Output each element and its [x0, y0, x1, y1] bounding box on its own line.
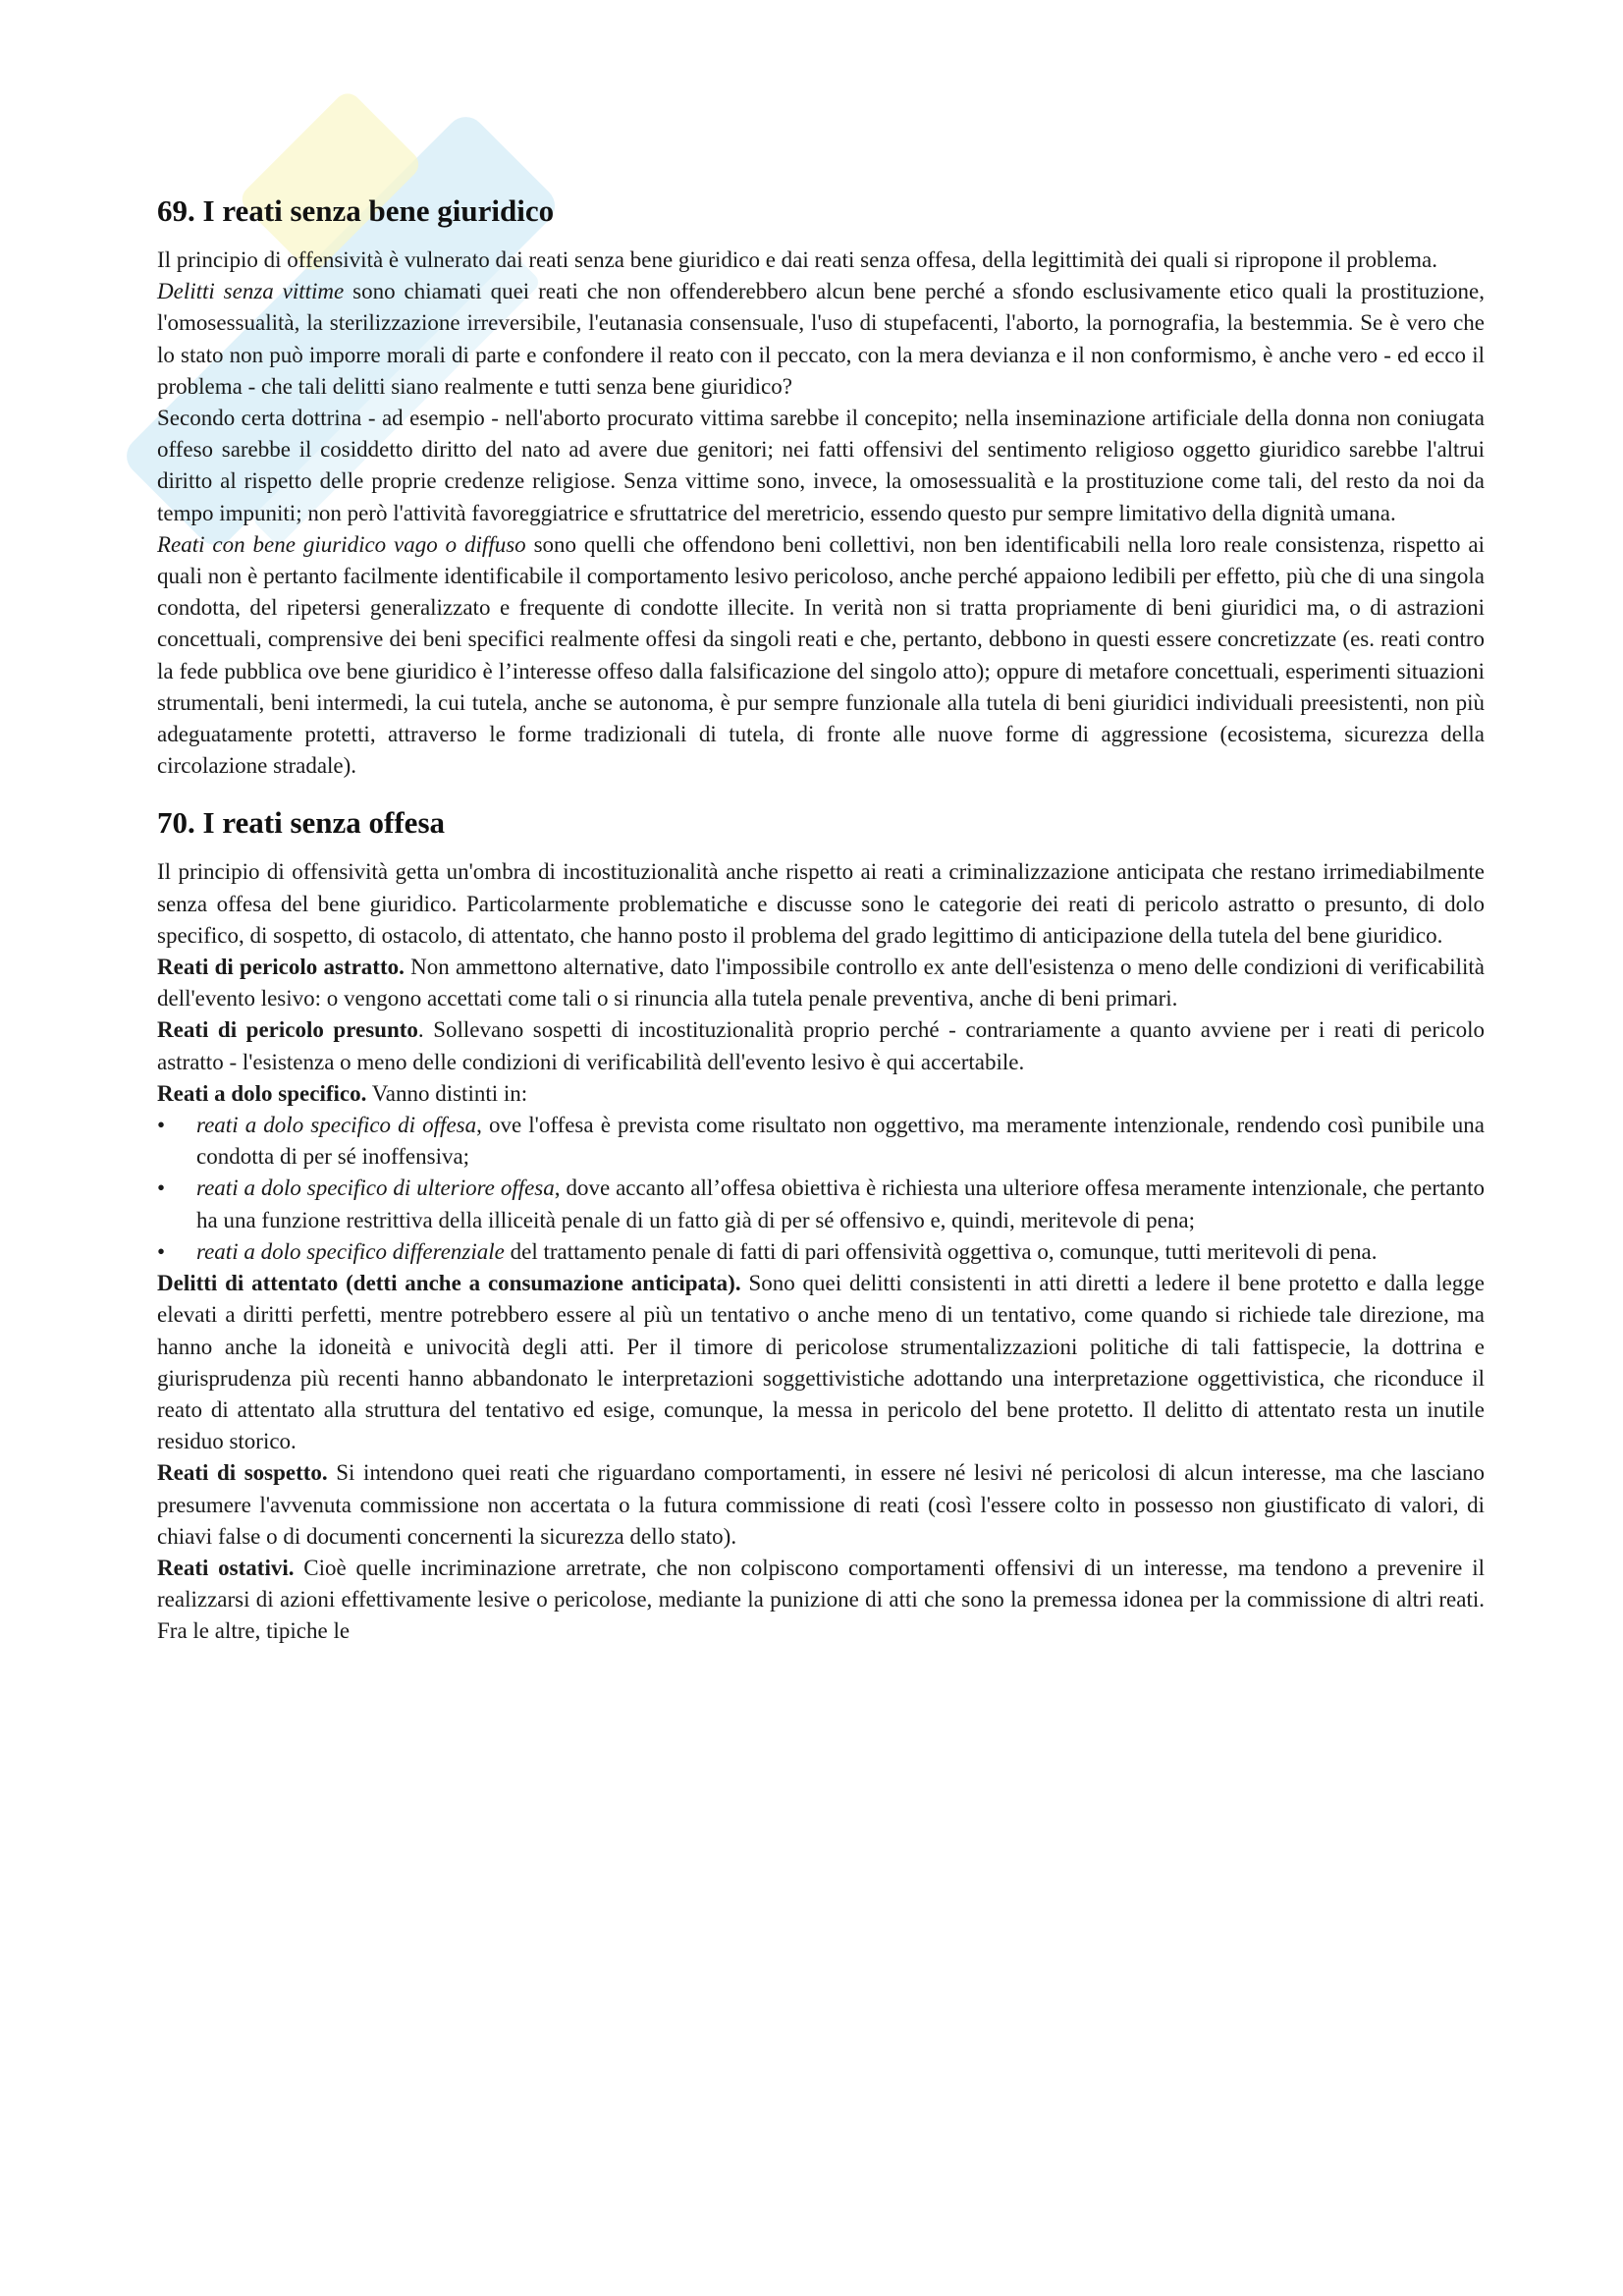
list-item: • reati a dolo specifico differenziale del trattamento penale di fatti di pari offensività oggettiva o, comunque, tutti meritevoli di pena. [157, 1236, 1485, 1268]
section-69-title: 69. I reati senza bene giuridico [157, 193, 555, 228]
section-69-paragraph-2: Delitti senza vittime sono chiamati quei reati che non offenderebbero alcun bene perché a sfondo esclusivamente etico quali la prostituzione, l'omosessualità, la sterilizzazione irreversibile, l'eutanasia consensuale, l'uso di stupefacenti, l'aborto, la pornografia, la bestemmia. Se è vero che lo stato non può imporre morali di parte e confondere il reato con il peccato, con la mera devianza e il non conformismo, è anche vero - ed ecco il problema - che tali delitti siano realmente e tutti senza bene giuridico? [157, 279, 1485, 399]
term-pericolo-presunto: Reati di pericolo presunto [157, 1017, 418, 1043]
term-delitti-attentato: Delitti di attentato (detti anche a consumazione anticipata). [157, 1271, 741, 1296]
document-page [157, 191, 1485, 1648]
section-70-paragraph-1: Il principio di offensività getta un'ombra di incostituzionalità anche rispetto ai reati a criminalizzazione anticipata che restano irrimediabilmente senza offesa del bene giuridico. Particolarmente problematiche e discusse sono le categorie dei reati di pericolo astratto o presunto, di dolo specifico, di sospetto, di ostacolo, di attentato, che hanno posto il problema del grado legittimo di anticipazione della tutela del bene giuridico. [157, 859, 1485, 948]
bullet-icon: • [157, 1175, 166, 1201]
dolo-specifico-list [157, 1110, 1485, 1268]
section-69-paragraph-1: Il principio di offensività è vulnerato dai reati senza bene giuridico e dai reati senza offesa, della legittimità dei quali si ripropone il problema. [157, 247, 1437, 272]
section-69-paragraph-3: Secondo certa dottrina - ad esempio - nell'aborto procurato vittima sarebbe il concepito; nella inseminazione artificiale della donna non coniugata offeso sarebbe il cosiddetto diritto del nato ad avere due genitori; nei fatti offensivi del sentimento religioso oggetto giuridico sarebbe l'altrui diritto al rispetto delle proprie credenze religiose. Senza vittime sono, invece, la omosessualità e la prostituzione come tali, del resto da noi da tempo impuniti; non però l'attività favoreggiatrice e sfruttatrice del meretricio, essendo questo pur sempre limitativo della dignità umana. [157, 406, 1485, 525]
term-reati-ostativi: Reati ostativi. [157, 1555, 295, 1580]
bullet-icon: • [157, 1113, 166, 1138]
bullet-icon: • [157, 1238, 166, 1264]
section-70-title: 70. I reati senza offesa [157, 805, 446, 841]
list-item: • reati a dolo specifico di ulteriore offesa, dove accanto all’offesa obiettiva è richiesta una ulteriore offesa meramente intenzionale, che pertanto ha una funzione restrittiva della illiceità penale di un fatto già di per sé offensivo e, quindi, meritevole di pena; [157, 1173, 1485, 1235]
term-pericolo-astratto: Reati di pericolo astratto. [157, 955, 405, 980]
term-delitti-senza-vittime: Delitti senza vittime [157, 279, 345, 304]
section-70-paragraph-4: Reati a dolo specifico. Vanno distinti in: [157, 1080, 528, 1106]
section-69-paragraph-4: Reati con bene giuridico vago o diffuso sono quelli che offendono beni collettivi, non ben identificabili nella loro reale consistenza, rispetto ai quali non è pertanto facilmente identificabile il comportamento lesivo pericoloso, anche perché appaiono ledibili per effetto, più che di una singola condotta, del ripetersi generalizzato e frequente di condotte illecite. In verità non si tratta propriamente di beni giuridici ma, o di astrazioni concettuali, comprensive dei beni specifici realmente offesi da singoli reati e che, pertanto, debbono in questi essere concretizzate (es. reati contro la fede pubblica ove bene giuridico è l’interesse offeso dalla falsificazione del singolo atto); oppure di metafore concettuali, esperimenti situazioni strumentali, beni intermedi, la cui tutela, anche se autonoma, è pur sempre funzionale alla tutela di beni giuridici individuali preesistenti, non più adeguatamente protetti, attraverso le forme tradizionali di tutela, di fronte alle nuove forme di aggressione (ecosistema, sicurezza della circolazione stradale). [157, 531, 1485, 779]
section-70-paragraph-5: Delitti di attentato (detti anche a consumazione anticipata). Sono quei delitti consistenti in atti diretti a ledere il bene protetto e dalla legge elevati a diritti perfetti, mentre potrebbero essere al più un tentativo o anche meno di un tentativo, come quando si richiede tale direzione, ma hanno anche la idoneità e univocità degli atti. Per il timore di pericolose strumentalizzazioni politiche di tali fattispecie, la dottrina e giurisprudenza più recenti hanno abbandonato le interpretazioni soggettivistiche adottando una interpretazione oggettivistica, che riconduce il reato di attentato alla struttura del tentativo ed esige, comunque, la messa in pericolo del bene protetto. Il delitto di attentato resta un inutile residuo storico. [157, 1271, 1485, 1454]
section-70-paragraph-2: Reati di pericolo astratto. Non ammettono alternative, dato l'impossibile controllo ex ante dell'esistenza o meno delle condizioni di verificabilità dell'evento lesivo: o vengono accettati come tali o si rinuncia alla tutela penale preventiva, anche di beni primari. [157, 955, 1485, 1011]
section-70-paragraph-3: Reati di pericolo presunto. Sollevano sospetti di incostituzionalità proprio perché - contrariamente a quanto avviene per i reati di pericolo astratto - l'esistenza o meno delle condizioni di verificabilità dell'evento lesivo è qui accertabile. [157, 1017, 1485, 1074]
term-reati-bene-vago: Reati con bene giuridico vago o diffuso [157, 531, 526, 557]
term-reati-sospetto: Reati di sospetto. [157, 1460, 328, 1486]
term-dolo-specifico: Reati a dolo specifico. [157, 1080, 367, 1106]
section-70-paragraph-7: Reati ostativi. Cioè quelle incriminazione arretrate, che non colpiscono comportamenti offensivi di un interesse, ma tendono a prevenire il realizzarsi di azioni effettivamente lesive o pericolose, mediante la punizione di atti che sono la premessa idonea per la commissione di altri reati. Fra le altre, tipiche le [157, 1555, 1485, 1644]
list-item: • reati a dolo specifico di offesa, ove l'offesa è prevista come risultato non oggettivo, ma meramente intenzionale, rendendo così punibile una condotta di per sé inoffensiva; [157, 1110, 1485, 1173]
section-70-paragraph-6: Reati di sospetto. Si intendono quei reati che riguardano comportamenti, in essere né lesivi né pericolosi di alcun interesse, ma che lasciano presumere l'avvenuta commissione non accertata o la futura commissione di reati (così l'essere colto in possesso non giustificato di valori, di chiavi false o di documenti concernenti la sicurezza dello stato). [157, 1460, 1485, 1549]
